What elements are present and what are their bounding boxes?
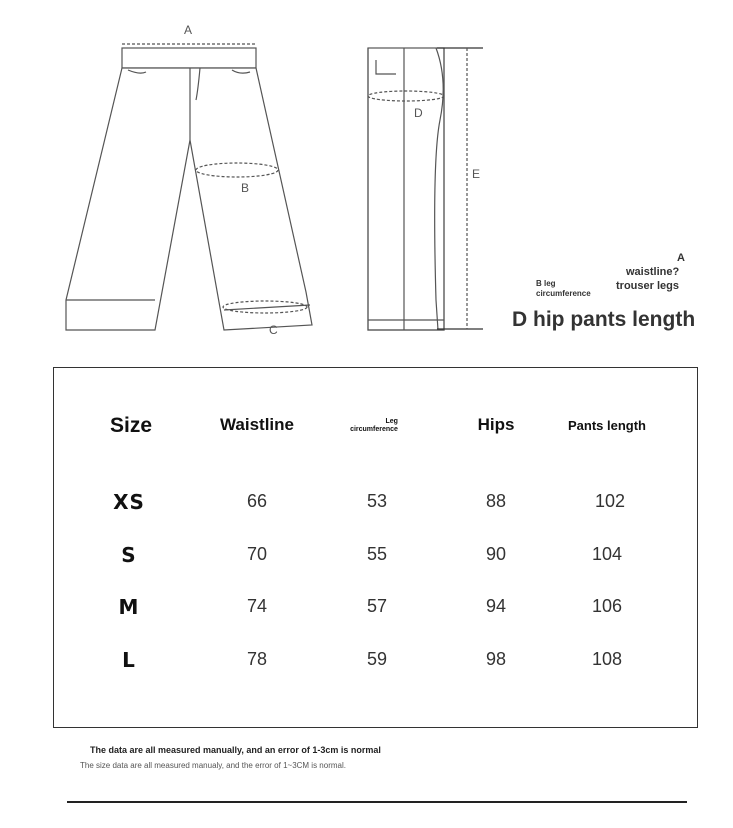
header-leg-top: Leg [385,418,398,425]
row-l-size: L [122,648,136,672]
row-m-size: M [118,595,140,619]
row-s-waistline: 70 [246,544,268,564]
row-xs-size: XS [113,490,145,514]
row-l-waistline: 78 [246,649,268,669]
marker-d: D [414,106,423,120]
header-leg-bottom: circumference [350,426,398,433]
pants-measurement-diagram [0,0,733,350]
row-l-hips: 98 [485,649,507,669]
marker-e: E [472,167,481,181]
measurement-note: The data are all measured manually, and an error of 1-3cm is normal [90,745,381,755]
row-l-length: 108 [591,649,623,669]
row-s-length: 104 [591,544,623,564]
legend-trouser-legs: trouser legs [616,280,679,292]
row-xs-leg: 53 [366,491,388,511]
marker-a: A [184,23,193,37]
row-m-hips: 94 [485,596,507,616]
legend-b-leg-title: B leg [536,279,556,288]
side-pants-illustration [368,48,483,330]
row-xs-length: 102 [594,491,626,511]
legend-b-leg-circumference: circumference [536,289,591,298]
header-pants-length: Pants length [567,418,647,433]
row-m-waistline: 74 [246,596,268,616]
row-l-leg: 59 [366,649,388,669]
row-m-length: 106 [591,596,623,616]
marker-b: B [241,181,250,195]
header-size: Size [109,414,153,437]
row-xs-waistline: 66 [246,491,268,511]
legend-hip-pants-length: D hip pants length [512,308,696,331]
row-s-hips: 90 [485,544,507,564]
legend-waistline: waistline? [626,266,680,278]
bottom-divider [67,801,687,803]
measurement-note-secondary: The size data are all measured manualy, and the error of 1~3CM is normal. [80,761,346,770]
legend-a-letter: A [677,252,685,264]
front-pants-illustration [66,44,312,330]
row-xs-hips: 88 [485,491,507,511]
legend-waistline-trouser [616,265,679,293]
header-waistline: Waistline [220,415,294,434]
row-s-size: S [121,543,137,567]
row-s-leg: 55 [366,544,388,564]
size-chart-table [53,367,698,728]
row-m-leg: 57 [366,596,388,616]
legend-b-leg [536,279,591,299]
header-hips: Hips [477,415,515,434]
marker-c: C [269,323,278,337]
header-leg-circumference [350,418,398,434]
